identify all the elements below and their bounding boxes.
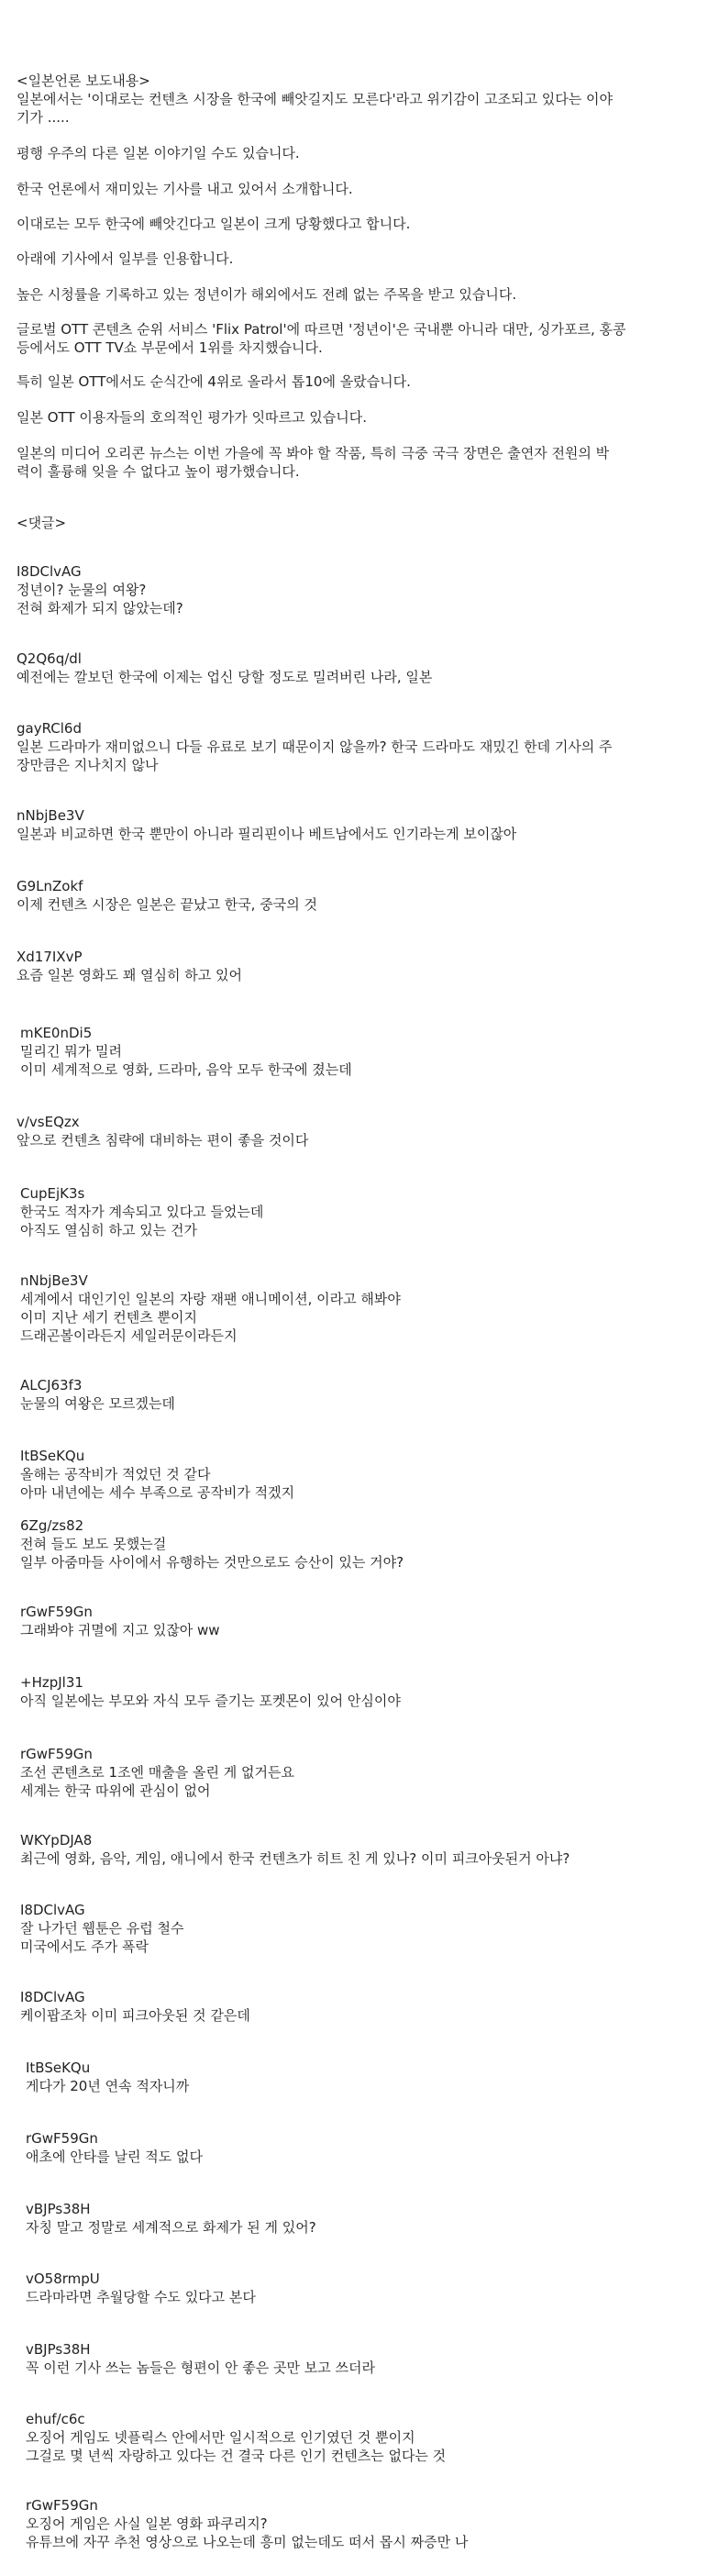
comment-text: 전혀 들도 보도 못했는걸 bbox=[20, 1536, 167, 1552]
comment-user-id: mKE0nDi5 bbox=[20, 1025, 93, 1041]
comment bbox=[26, 2410, 713, 2465]
comment bbox=[17, 948, 704, 984]
comment-user-id: gayRCl6d bbox=[17, 720, 82, 737]
comment-text: 드라마라면 추월당할 수도 있다고 본다 bbox=[26, 2289, 256, 2305]
paragraph-line: 등에서도 OTT TV쇼 부문에서 1위를 차지했습니다. bbox=[17, 339, 323, 356]
comment-text: 눈물의 여왕은 모르겠는데 bbox=[20, 1395, 175, 1412]
article-paragraph bbox=[17, 320, 704, 357]
paragraph-line: 특히 일본 OTT에서도 순식간에 4위로 올라서 톱10에 올랐습니다. bbox=[17, 373, 411, 390]
comment bbox=[20, 1988, 708, 2025]
comment bbox=[20, 1184, 708, 1239]
comment-text: 아직도 열심히 하고 있는 건가 bbox=[20, 1222, 197, 1238]
comment bbox=[17, 806, 704, 843]
comment-text: 유튜브에 자꾸 추천 영상으로 나오는데 흥미 없는데도 떠서 몹시 짜증만 나 bbox=[26, 2534, 469, 2550]
comment-text: 장만큼은 지나치지 않나 bbox=[17, 757, 159, 773]
comment-user-id: ALCJ63f3 bbox=[20, 1377, 83, 1393]
comment-user-id: +HzpJl31 bbox=[20, 1674, 83, 1691]
comment-text: 이미 지난 세기 컨텐츠 뿐이지 bbox=[20, 1309, 197, 1326]
comment-user-id: vBJPs38H bbox=[26, 2201, 91, 2217]
comment-user-id: v/vsEQzx bbox=[17, 1114, 80, 1130]
comment bbox=[17, 719, 704, 774]
comment-text: 잘 나가던 웹툰은 유럽 철수 bbox=[20, 1920, 184, 1937]
paragraph-line: 일본의 미디어 오리콘 뉴스는 이번 가을에 꼭 봐야 할 작품, 특히 극중 국극 장면은 출연자 전원의 박 bbox=[17, 445, 610, 461]
paragraph-line: 일본에서는 '이대로는 컨텐츠 시장을 한국에 빼앗길지도 모른다'라고 위기감이 고조되고 있다는 이야 bbox=[17, 91, 614, 107]
comment-user-id: WKYpDJA8 bbox=[20, 1832, 93, 1849]
comment-text: 이미 세계적으로 영화, 드라마, 음악 모두 한국에 졌는데 bbox=[20, 1061, 352, 1078]
article-paragraph bbox=[17, 408, 704, 427]
comment-text: 자칭 말고 정말로 세계적으로 화제가 된 게 있어? bbox=[26, 2219, 316, 2236]
comment bbox=[20, 1603, 708, 1639]
comment-text: 아직 일본에는 부모와 자식 모두 즐기는 포켓몬이 있어 안심이야 bbox=[20, 1693, 401, 1709]
comment bbox=[20, 1447, 708, 1502]
comment-user-id: I8DClvAG bbox=[20, 1989, 85, 2005]
article-paragraph bbox=[17, 285, 704, 304]
comment-text: 정년이? 눈물의 여왕? bbox=[17, 582, 147, 598]
comment-text: 한국도 적자가 계속되고 있다고 들었는데 bbox=[20, 1204, 264, 1220]
comment-text: 이제 컨텐츠 시장은 일본은 끝났고 한국, 중국의 것 bbox=[17, 896, 317, 913]
comment-user-id: nNbjBe3V bbox=[17, 807, 84, 824]
comment-text: 오징어 게임은 사실 일본 영화 파쿠리지? bbox=[26, 2515, 268, 2532]
paragraph-line: <일본언론 보도내용> bbox=[17, 72, 150, 89]
comment-text: 드래곤볼이라든지 세일러문이라든지 bbox=[20, 1327, 238, 1344]
paragraph-line: 일본 OTT 이용자들의 호의적인 평가가 잇따르고 있습니다. bbox=[17, 409, 368, 426]
comment-user-id: Xd17IXvP bbox=[17, 949, 83, 965]
comment bbox=[26, 2059, 713, 2095]
paragraph-line: 글로벌 OTT 콘텐츠 순위 서비스 'Flix Patrol'에 따르면 '정년이'은 국내뿐 아니라 대만, 싱가포르, 홍콩 bbox=[17, 321, 626, 338]
comment bbox=[17, 562, 704, 617]
comment-text: 아마 내년에는 세수 부족으로 공작비가 적겠지 bbox=[20, 1484, 295, 1501]
comment bbox=[26, 2270, 713, 2306]
comment bbox=[20, 1673, 708, 1710]
comment-user-id: ItBSeKQu bbox=[20, 1448, 85, 1464]
comment-user-id: vBJPs38H bbox=[26, 2341, 91, 2358]
comment-user-id: vO58rmpU bbox=[26, 2271, 100, 2287]
paragraph-line: 높은 시청률을 기록하고 있는 정년이가 해외에서도 전례 없는 주목을 받고 있습니다. bbox=[17, 286, 517, 303]
comment bbox=[20, 1745, 708, 1800]
paragraph-line: 한국 언론에서 재미있는 기사를 내고 있어서 소개합니다. bbox=[17, 181, 353, 197]
comment-text: 그래봐야 귀멸에 지고 있잖아 ww bbox=[20, 1622, 220, 1638]
article-paragraph bbox=[17, 372, 704, 391]
comment bbox=[17, 877, 704, 914]
comment-text: 애초에 안타를 날린 적도 없다 bbox=[26, 2149, 203, 2165]
comment-text: 세계는 한국 따위에 관심이 없어 bbox=[20, 1782, 211, 1799]
paragraph-line: 이대로는 모두 한국에 빼앗긴다고 일본이 크게 당황했다고 합니다. bbox=[17, 216, 411, 232]
comment bbox=[20, 1516, 708, 1571]
article-paragraph bbox=[17, 215, 704, 233]
comment-text: 그걸로 몇 년씩 자랑하고 있다는 건 결국 다른 인기 컨텐츠는 없다는 것 bbox=[26, 2448, 447, 2464]
comment-user-id: ehuf/c6c bbox=[26, 2411, 85, 2427]
comment-text: 일본 드라마가 재미없으니 다들 유료로 보기 때문이지 않을까? 한국 드라마도 재밌긴 한데 기사의 주 bbox=[17, 738, 613, 755]
comment bbox=[20, 1024, 708, 1079]
comment bbox=[26, 2200, 713, 2237]
comment-text: 꼭 이런 기사 쓰는 놈들은 형편이 안 좋은 곳만 보고 쓰더라 bbox=[26, 2359, 375, 2376]
paragraph-line: <댓글> bbox=[17, 515, 67, 531]
comment-text: 요즘 일본 영화도 꽤 열심히 하고 있어 bbox=[17, 967, 242, 983]
comment bbox=[20, 1376, 708, 1413]
comment-text: 전혀 화제가 되지 않았는데? bbox=[17, 600, 183, 616]
comment-text: 조선 콘텐츠로 1조엔 매출을 올린 게 없거든요 bbox=[20, 1764, 294, 1781]
comment-text: 오징어 게임도 넷플릭스 안에서만 일시적으로 인기였던 것 뿐이지 bbox=[26, 2429, 415, 2446]
comment bbox=[20, 1271, 708, 1345]
comment-text: 미국에서도 주가 폭락 bbox=[20, 1938, 149, 1955]
comment-user-id: G9LnZokf bbox=[17, 878, 83, 894]
comment-text: 예전에는 깔보던 한국에 이제는 업신 당할 정도로 밀려버린 나라, 일본 bbox=[17, 669, 433, 685]
comment-text: 게다가 20년 연속 적자니까 bbox=[26, 2078, 190, 2094]
comment-text: 일본과 비교하면 한국 뿐만이 아니라 필리핀이나 베트남에서도 인기라는게 보이잖아 bbox=[17, 826, 517, 842]
comment-text: 앞으로 컨텐츠 침략에 대비하는 편이 좋을 것이다 bbox=[17, 1132, 309, 1149]
comment-text: 최근에 영화, 음악, 게임, 애니에서 한국 컨텐츠가 히트 친 게 있나? 이미 피크아웃된거 아냐? bbox=[20, 1850, 570, 1867]
comment-user-id: 6Zg/zs82 bbox=[20, 1517, 84, 1534]
comment bbox=[26, 2496, 713, 2551]
comment-user-id: rGwF59Gn bbox=[20, 1604, 93, 1620]
comment-text: 일부 아줌마들 사이에서 유행하는 것만으로도 승산이 있는 거야? bbox=[20, 1554, 404, 1571]
comment-text: 세계에서 대인기인 일본의 자랑 재팬 애니메이션, 이라고 해봐야 bbox=[20, 1291, 401, 1307]
article-paragraph bbox=[17, 444, 704, 481]
paragraph-line: 평행 우주의 다른 일본 이야기일 수도 있습니다. bbox=[17, 145, 300, 161]
article-paragraph bbox=[17, 180, 704, 198]
comment-user-id: Q2Q6q/dl bbox=[17, 650, 82, 667]
comment-user-id: ItBSeKQu bbox=[26, 2060, 91, 2076]
comment-user-id: rGwF59Gn bbox=[26, 2130, 98, 2147]
comment-user-id: rGwF59Gn bbox=[26, 2497, 98, 2514]
comment bbox=[26, 2340, 713, 2377]
article-intro bbox=[17, 72, 704, 127]
comment-text: 올해는 공작비가 적었던 것 같다 bbox=[20, 1466, 211, 1482]
comment bbox=[17, 650, 704, 686]
comment-user-id: nNbjBe3V bbox=[20, 1272, 88, 1289]
paragraph-line: 기가 ..... bbox=[17, 109, 70, 126]
paragraph-line: 아래에 기사에서 일부를 인용합니다. bbox=[17, 250, 234, 267]
comment bbox=[26, 2129, 713, 2166]
comment bbox=[17, 1113, 704, 1149]
comments-heading bbox=[17, 514, 704, 532]
comment-user-id: I8DClvAG bbox=[17, 563, 82, 580]
article-paragraph bbox=[17, 250, 704, 268]
comment bbox=[20, 1901, 708, 1956]
comment-user-id: CupEjK3s bbox=[20, 1185, 85, 1202]
comment-text: 밀리긴 뭐가 밀려 bbox=[20, 1043, 122, 1060]
article-paragraph bbox=[17, 144, 704, 162]
comment-text: 케이팝조차 이미 피크아웃된 것 같은데 bbox=[20, 2007, 250, 2024]
comment-user-id: I8DClvAG bbox=[20, 1902, 85, 1918]
paragraph-line: 력이 훌륭해 잊을 수 없다고 높이 평가했습니다. bbox=[17, 463, 300, 480]
comment-user-id: rGwF59Gn bbox=[20, 1746, 93, 1762]
comment bbox=[20, 1831, 708, 1868]
